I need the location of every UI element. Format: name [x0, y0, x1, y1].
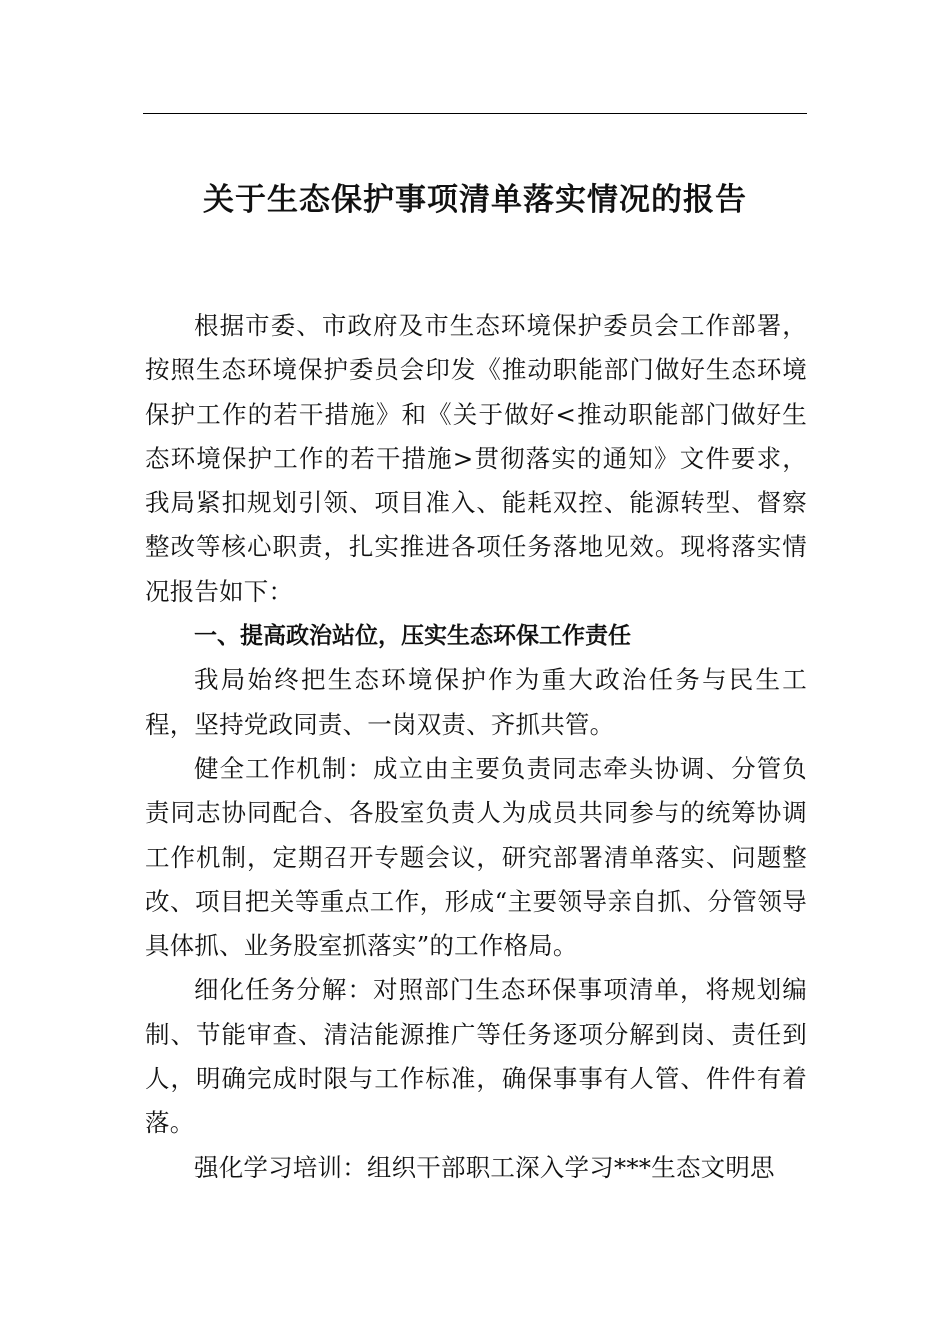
body-paragraph: 健全工作机制：成立由主要负责同志牵头协调、分管负责同志协同配合、各股室负责人为成员共同参与的统筹协调工作机制，定期召开专题会议，研究部署清单落实、问题整改、项目把关等重点工作，形成“主要领导亲自抓、分管领导具体抓、业务股室抓落实”的工作格局。 — [145, 753, 807, 961]
header-rule — [143, 113, 807, 114]
document-body — [145, 304, 807, 1190]
document-title: 关于生态保护事项清单落实情况的报告 — [203, 182, 747, 218]
body-paragraph: 我局始终把生态环境保护作为重大政治任务与民生工程，坚持党政同责、一岗双责、齐抓共管。 — [145, 665, 807, 739]
body-paragraph: 强化学习培训：组织干部职工深入学习***生态文明思 — [194, 1152, 775, 1182]
intro-paragraph: 根据市委、市政府及市生态环境保护委员会工作部署，按照生态环境保护委员会印发《推动职能部门做好生态环境保护工作的若干措施》和《关于做好<推动职能部门做好生态环境保护工作的若干措施>贯彻落实的通知》文件要求，我局紧扣规划引领、项目准入、能耗双控、能源转型、督察整改等核心职责，扎实推进各项任务落地见效。现将落实情况报告如下： — [145, 311, 807, 606]
section-heading-1: 一、提高政治站位，压实生态环保工作责任 — [193, 623, 631, 650]
body-paragraph: 细化任务分解：对照部门生态环保事项清单，将规划编制、节能审查、清洁能源推广等任务逐项分解到岗、责任到人，明确完成时限与工作标准，确保事事有人管、件件有着落。 — [145, 975, 807, 1138]
